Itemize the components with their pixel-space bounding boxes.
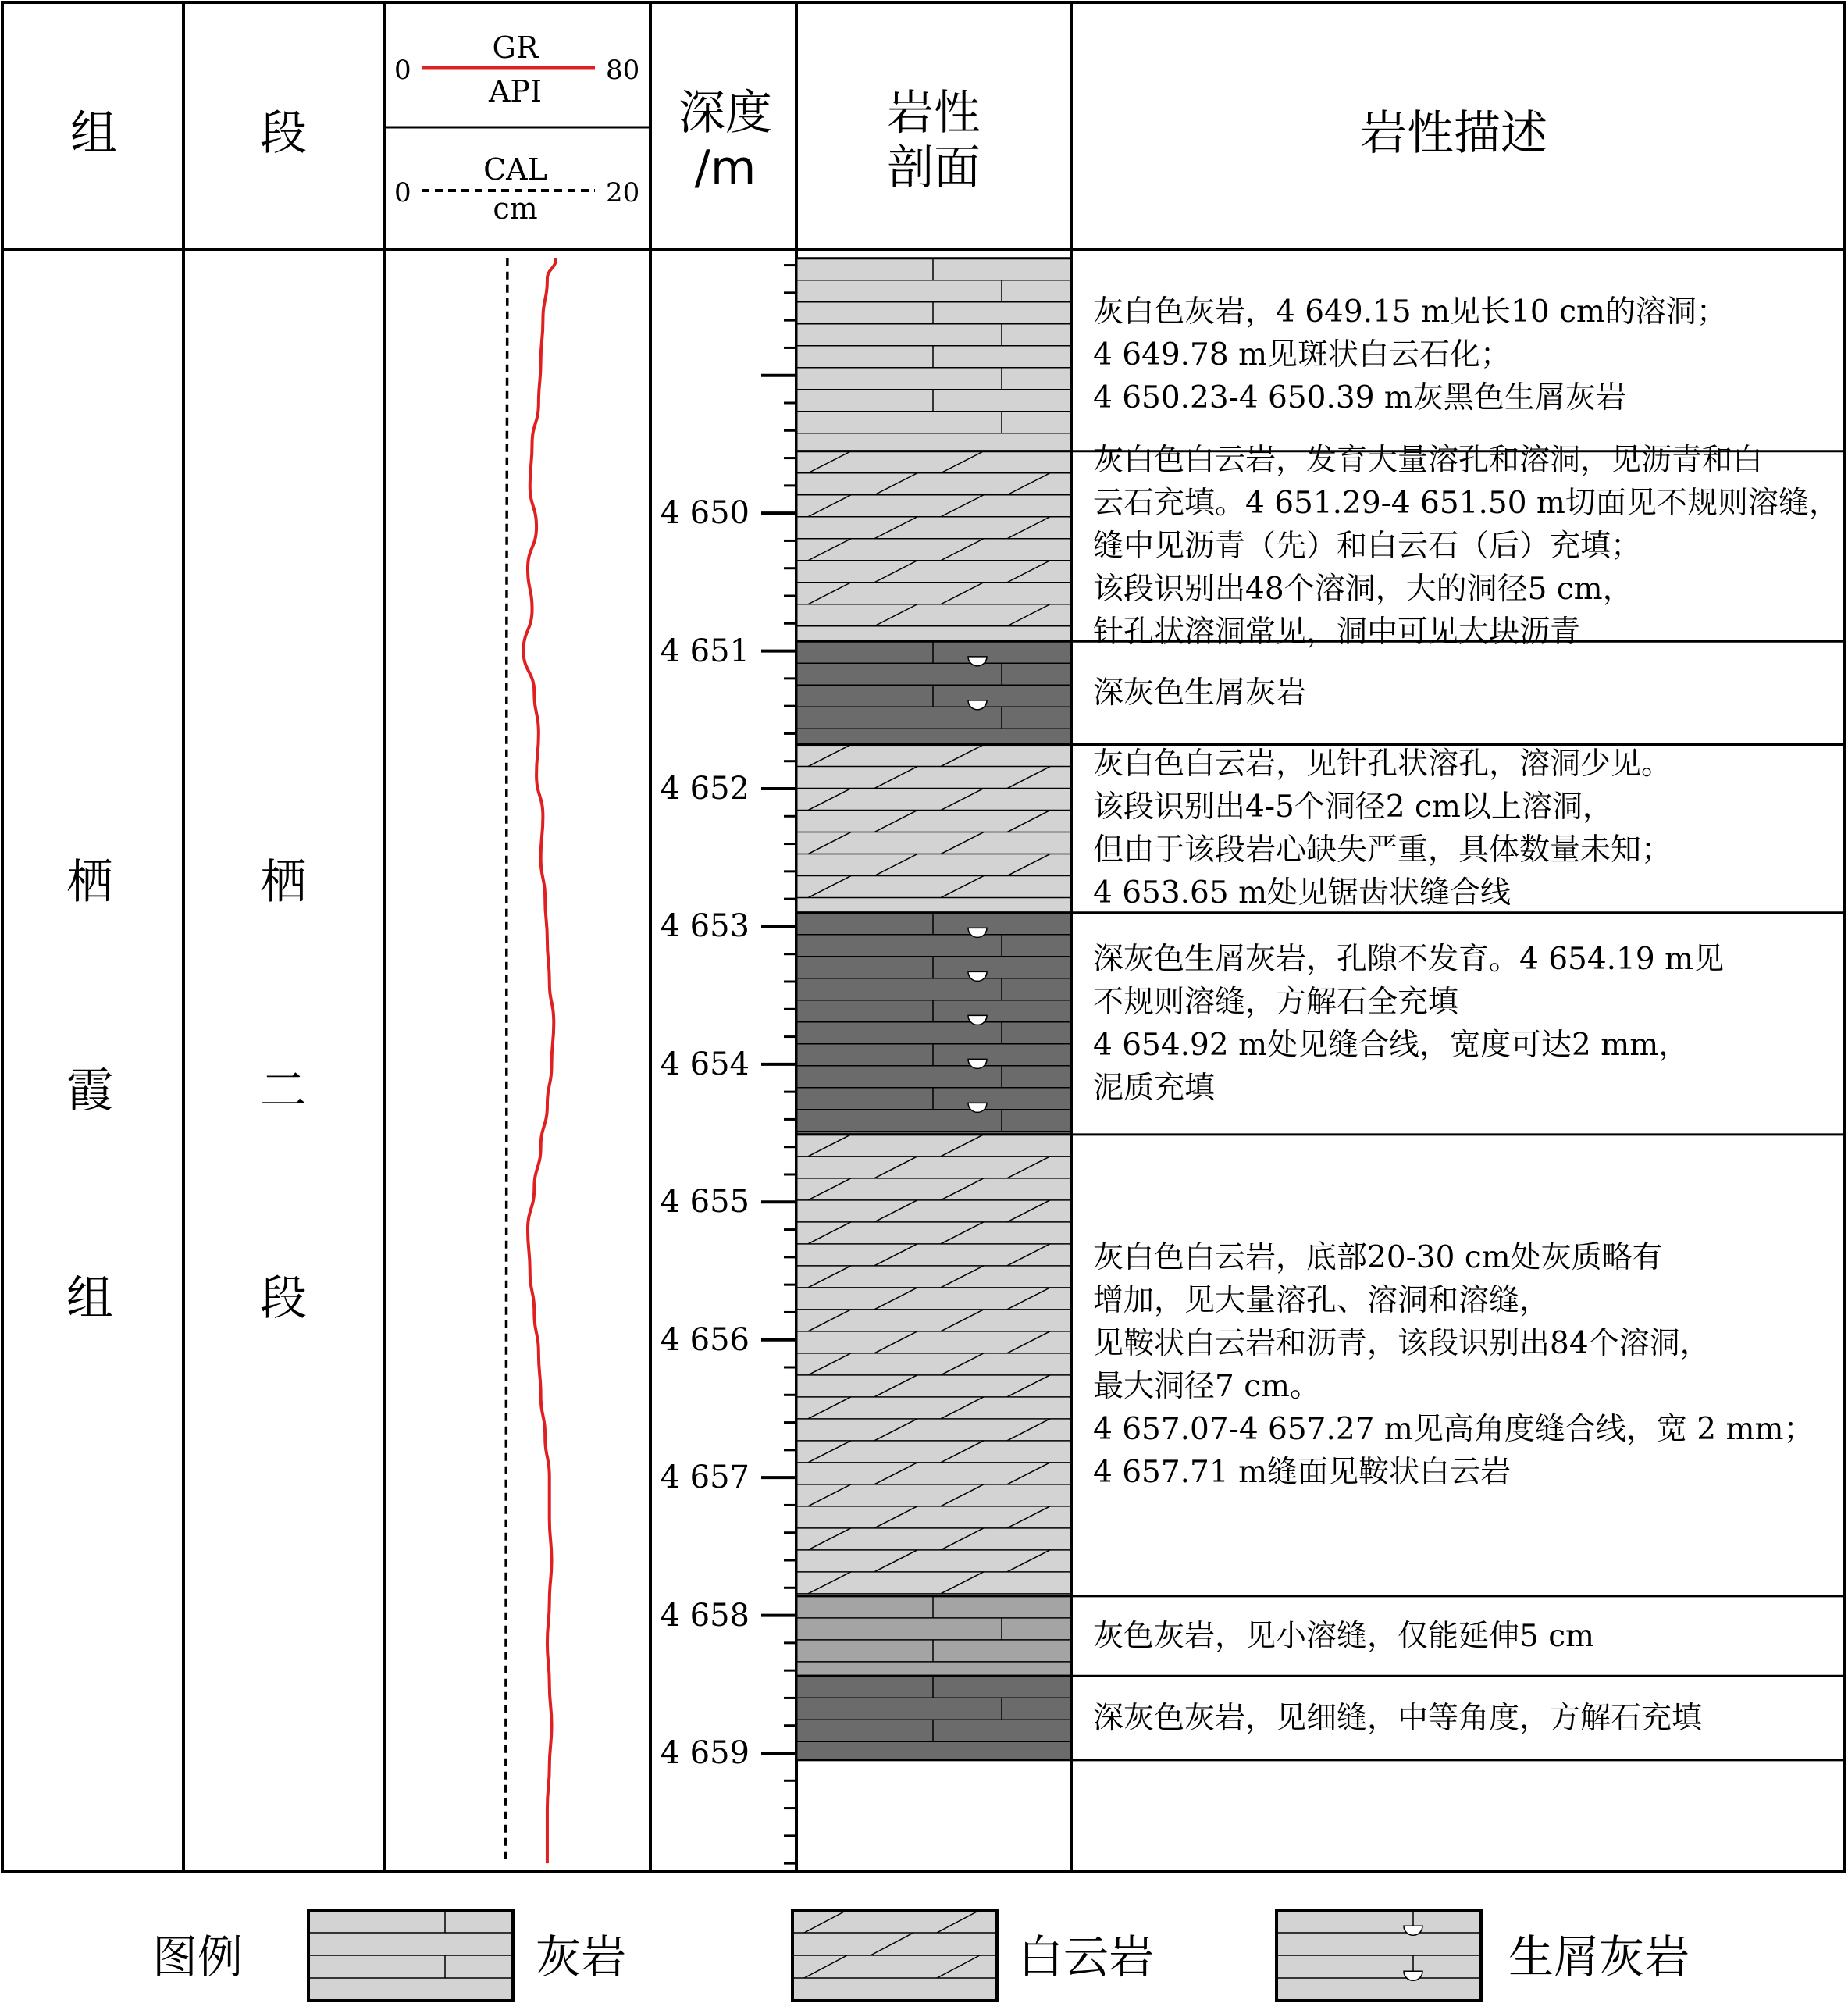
depth-label: 4 657: [660, 1459, 750, 1496]
description-line: 但由于该段岩心缺失严重，具体数量未知；: [1093, 832, 1672, 868]
member-char-2: 二: [260, 1064, 307, 1118]
description-block-5: [1093, 938, 1724, 1110]
header-depth: [654, 86, 796, 195]
header-formation: 组: [70, 106, 117, 161]
description-line: 深灰色生屑灰岩: [1093, 675, 1307, 711]
layer-3: [796, 641, 1844, 744]
legend-swatch-dolomite: [792, 1910, 997, 2001]
description-block-3: [1093, 672, 1306, 715]
layer-fill: [796, 1676, 1071, 1760]
description-line: 灰白色白云岩，底部20-30 cm处灰质略有: [1093, 1240, 1663, 1276]
description-block-4: [1093, 743, 1672, 914]
depth-label: 4 652: [660, 771, 750, 807]
description-line: 灰白色白云岩，发育大量溶孔和溶洞，见沥青和白: [1093, 442, 1764, 478]
cal-scale-min: 0: [394, 177, 411, 208]
description-line: 4 654.92 m处见缝合线，宽度可达2 mm，: [1093, 1027, 1690, 1063]
legend-swatch-bioclastic: [1277, 1910, 1481, 2001]
depth-label: 4 653: [660, 908, 750, 945]
legend-label-limestone: 灰岩: [536, 1930, 627, 1983]
gr-curve-name: GR: [492, 30, 539, 65]
description-block-7: [1093, 1615, 1594, 1658]
description-block-2: [1093, 439, 1839, 654]
formation-char-1: 栖: [66, 855, 113, 910]
layer-fill: [796, 1135, 1071, 1596]
description-line: 灰白色灰岩，4 649.15 m见长10 cm的溶洞；: [1093, 294, 1727, 330]
formation-char-2: 霞: [66, 1064, 113, 1118]
cal-curve: [506, 258, 507, 1863]
header-lithology-line2: 剖面: [887, 141, 981, 195]
description-line: 缝中见沥青（先）和白云石（后）充填；: [1093, 528, 1642, 564]
depth-label: 4 651: [660, 633, 750, 669]
depth-label: 4 650: [660, 495, 750, 532]
description-block-8: [1093, 1697, 1702, 1740]
depth-label: 4 654: [660, 1046, 750, 1082]
layer-fill: [796, 913, 1071, 1135]
header-lithology: [796, 86, 1071, 195]
depth-ticks: [761, 266, 796, 1864]
description-line: 4 650.23-4 650.39 m灰黑色生屑灰岩: [1093, 380, 1626, 415]
description-line: 灰色灰岩，见小溶缝，仅能延伸5 cm: [1093, 1618, 1595, 1654]
cal-curve-unit: cm: [493, 191, 538, 226]
legend-label-dolomite: 白云岩: [1018, 1930, 1155, 1983]
description-line: 深灰色生屑灰岩，孔隙不发育。4 654.19 m见: [1093, 941, 1725, 977]
depth-label: 4 655: [660, 1184, 750, 1221]
legend-swatches: [308, 1910, 1481, 2001]
description-block-6: [1093, 1236, 1814, 1494]
gr-scale-min: 0: [394, 55, 411, 86]
description-line: 云石充填。4 651.29-4 651.50 m切面见不规则溶缝，: [1093, 485, 1839, 521]
header-depth-label: 深度: [678, 86, 772, 141]
description-line: 增加，见大量溶孔、溶洞和溶缝，: [1093, 1283, 1551, 1319]
gr-curve: [523, 258, 556, 1863]
depth-label: 4 659: [660, 1735, 750, 1771]
legend-swatch-limestone: [308, 1910, 513, 2001]
depth-label: 4 658: [660, 1597, 750, 1634]
layer-fill: [796, 1596, 1071, 1676]
cal-curve-name: CAL: [483, 152, 547, 187]
description-line: 4 657.71 m缝面见鞍状白云岩: [1093, 1455, 1512, 1491]
cal-scale-max: 20: [606, 177, 640, 208]
header-description: 岩性描述: [1360, 106, 1547, 161]
member-char-1: 栖: [260, 855, 307, 910]
header-member: 段: [260, 106, 307, 161]
description-line: 该段识别出48个溶洞，大的洞径5 cm，: [1093, 571, 1633, 607]
header-lithology-line1: 岩性: [887, 86, 981, 141]
description-line: 见鞍状白云岩和沥青，该段识别出84个溶洞，: [1093, 1326, 1711, 1362]
layer-fill: [796, 451, 1071, 641]
description-block-1: [1093, 290, 1727, 419]
description-line: 深灰色灰岩，见细缝，中等角度，方解石充填: [1093, 1700, 1703, 1736]
formation-char-3: 组: [66, 1271, 113, 1326]
gr-scale-max: 80: [606, 55, 640, 86]
member-char-3: 段: [260, 1271, 307, 1326]
layer-fill: [796, 258, 1071, 451]
description-line: 针孔状溶洞常见，洞中可见大块沥青: [1093, 614, 1581, 650]
description-line: 4 657.07-4 657.27 m见高角度缝合线，宽 2 mm；: [1093, 1412, 1814, 1448]
gr-curve-unit: API: [488, 74, 543, 109]
header-depth-unit: /m: [694, 141, 757, 195]
description-line: 不规则溶缝，方解石全充填: [1093, 984, 1459, 1020]
layer-fill: [796, 745, 1071, 913]
depth-label: 4 656: [660, 1321, 750, 1358]
description-line: 泥质充填: [1093, 1070, 1216, 1106]
description-line: 该段识别出4-5个洞径2 cm以上溶洞，: [1093, 789, 1613, 825]
description-line: 4 653.65 m处见锯齿状缝合线: [1093, 875, 1512, 911]
legend-title: 图例: [152, 1930, 244, 1983]
description-line: 最大洞径7 cm。: [1093, 1369, 1321, 1405]
description-line: 4 649.78 m见斑状白云石化；: [1093, 337, 1512, 372]
legend-label-bioclastic: 生屑灰岩: [1508, 1930, 1690, 1983]
log-curves: [506, 258, 556, 1863]
description-line: 灰白色白云岩，见针孔状溶孔，溶洞少见。: [1093, 747, 1672, 782]
